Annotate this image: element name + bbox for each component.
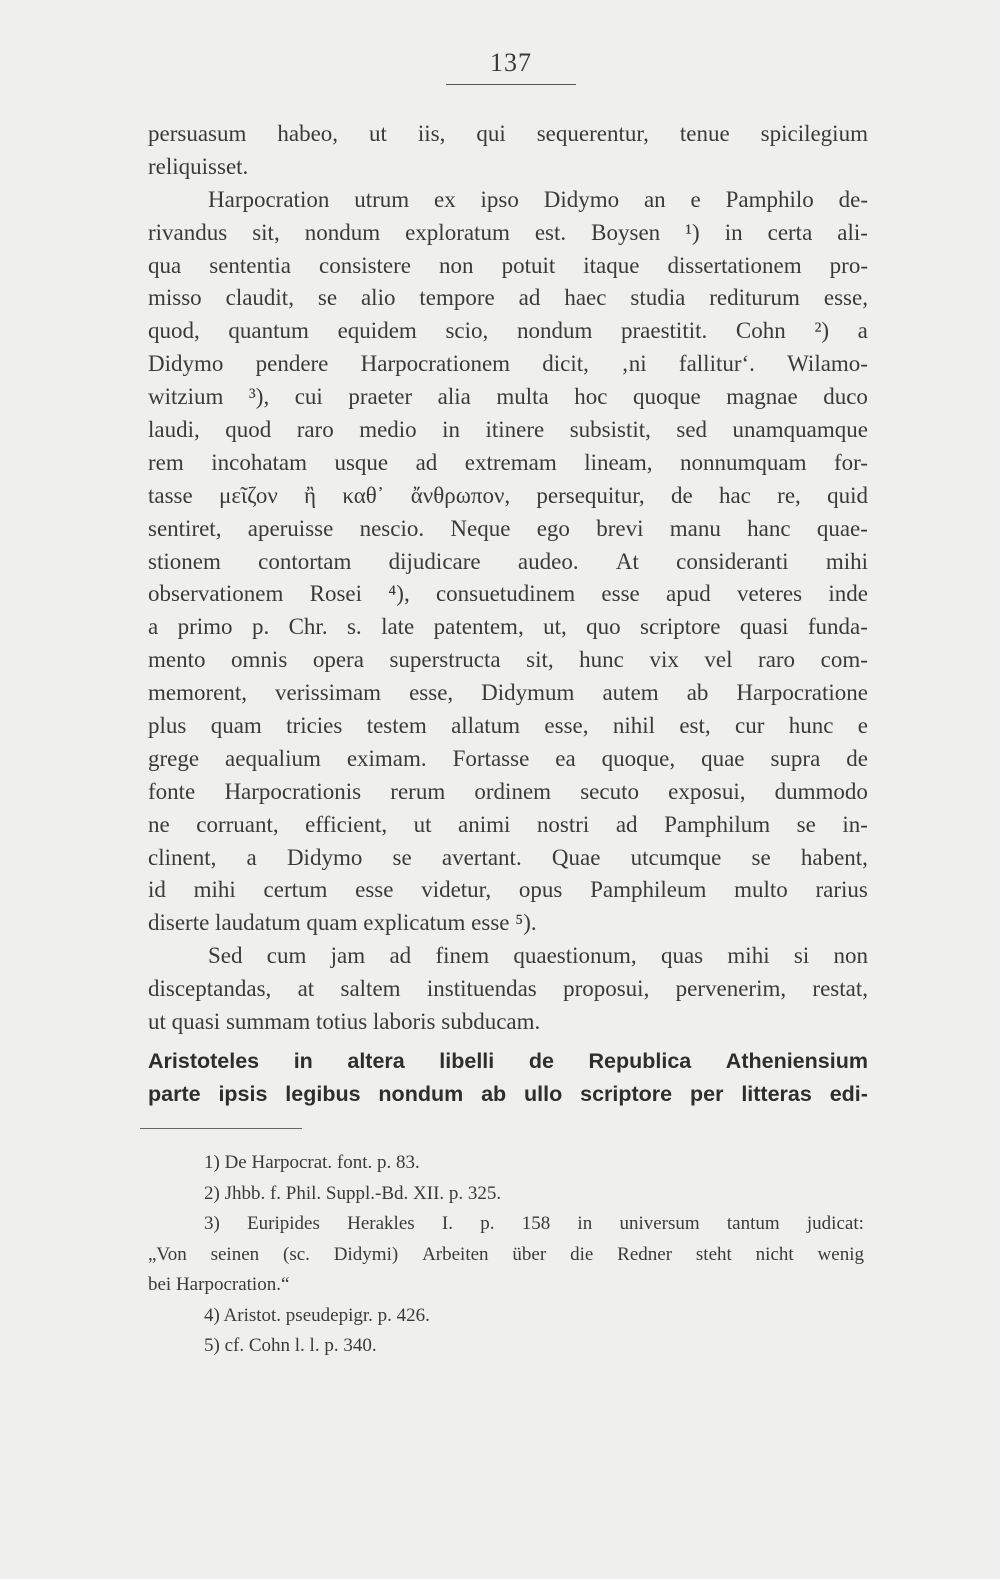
footnote: 4) Aristot. pseudepigr. p. 426.	[204, 1304, 430, 1326]
text-line: reliquisset.	[148, 153, 249, 179]
footnote: 2) Jhbb. f. Phil. Suppl.-Bd. XII. p. 325.	[204, 1182, 502, 1204]
text-line: clinent, a Didymo se avertant. Quae utcumque se habent,	[148, 844, 868, 870]
text-line: disceptandas, at saltem instituendas proposui, pervenerim, restat,	[148, 976, 868, 1002]
text-line: tasse μεῖζον ἢ καθ᾽ ἄνθρωπον, persequitur, de hac re, quid	[148, 482, 868, 508]
text-line: stionem contortam dijudicare audeo. At consideranti mihi	[148, 548, 868, 574]
text-line: observationem Rosei ⁴), consuetudinem esse apud veteres inde	[148, 581, 868, 607]
text-line: mento omnis opera superstructa sit, hunc vix vel raro com-	[148, 647, 868, 673]
text-line: ne corruant, efficient, ut animi nostri ad Pamphilum se in-	[148, 811, 868, 837]
text-line: misso claudit, se alio tempore ad haec studia rediturum esse,	[148, 285, 868, 311]
text-line: quod, quantum equidem scio, nondum praestitit. Cohn ²) a	[148, 318, 868, 344]
bold-text-line: Aristoteles in altera libelli de Republica Atheniensium	[148, 1048, 868, 1073]
text-line: Sed cum jam ad finem quaestionum, quas mihi si non	[208, 943, 868, 969]
text-line: diserte laudatum quam explicatum esse ⁵).	[148, 910, 537, 936]
text-line: a primo p. Chr. s. late patentem, ut, quo scriptore quasi funda-	[148, 614, 868, 640]
text-line: id mihi certum esse videtur, opus Pamphileum multo rarius	[148, 877, 868, 903]
text-line: persuasum habeo, ut iis, qui sequerentur, tenue spicilegium	[148, 121, 868, 146]
text-line: memorent, verissimam esse, Didymum autem ab Harpocratione	[148, 680, 868, 706]
bold-text-line: parte ipsis legibus nondum ab ullo scriptore per litteras edi-	[148, 1081, 868, 1106]
footnote: 3) Euripides Herakles I. p. 158 in universum tantum judicat:	[204, 1213, 864, 1234]
text-line: sentiret, aperuisse nescio. Neque ego brevi manu hanc quae-	[148, 515, 868, 541]
footnote-continuation: bei Harpocration.“	[148, 1274, 290, 1295]
text-line: plus quam tricies testem allatum esse, nihil est, cur hunc e	[148, 713, 868, 739]
text-line: grege aequalium eximam. Fortasse ea quoque, quae supra de	[148, 745, 868, 771]
text-line: laudi, quod raro medio in itinere subsistit, sed unamquamque	[148, 417, 868, 443]
footnote: 1) De Harpocrat. font. p. 83.	[204, 1152, 420, 1173]
page-number: 137	[446, 48, 576, 85]
text-line: witzium ³), cui praeter alia multa hoc quoque magnae duco	[148, 384, 868, 410]
text-line: ut quasi summam totius laboris subducam.	[148, 1009, 541, 1035]
footnote: 5) cf. Cohn l. l. p. 340.	[204, 1335, 377, 1356]
text-line: Didymo pendere Harpocrationem dicit, ‚ni fallitur‘. Wilamo-	[148, 351, 868, 377]
footnotes	[148, 1148, 864, 1362]
text-line: qua sententia consistere non potuit itaque dissertationem pro-	[148, 252, 868, 278]
text-line: rem incohatam usque ad extremam lineam, nonnumquam for-	[148, 449, 868, 475]
text-line: fonte Harpocrationis rerum ordinem secuto exposui, dummodo	[148, 778, 868, 804]
bold-heading-text	[148, 1045, 868, 1111]
body-text	[148, 118, 868, 1111]
footnote-continuation: „Von seinen (sc. Didymi) Arbeiten über die Redner steht nicht wenig	[148, 1243, 864, 1265]
footnote-divider	[140, 1128, 302, 1129]
text-line: Harpocration utrum ex ipso Didymo an e Pamphilo de-	[208, 186, 868, 212]
text-line: rivandus sit, nondum exploratum est. Boysen ¹) in certa ali-	[148, 219, 868, 245]
